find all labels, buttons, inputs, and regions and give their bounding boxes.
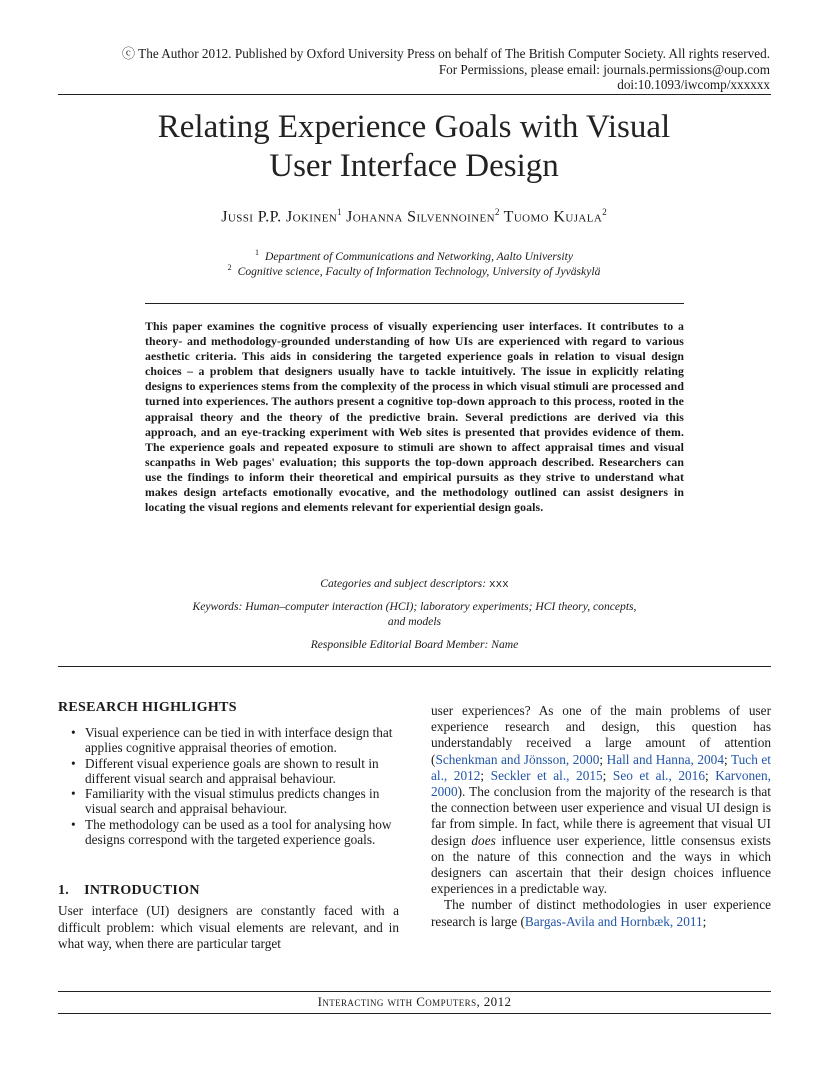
affiliation-number: 1	[255, 248, 260, 257]
body-text: user experiences? As one of the main problems of user experience research and design, this question has understandably received a large amount of attention (	[431, 703, 771, 767]
affiliation-text: Cognitive science, Faculty of Information Technology, University of Jyväskylä	[237, 264, 601, 278]
right-column	[431, 703, 771, 930]
categories	[145, 576, 684, 593]
editorial-board	[145, 637, 684, 652]
citation-separator: ;	[480, 767, 491, 783]
author-name: Johanna Silvennoinen	[346, 208, 496, 226]
footer-rule-bottom	[58, 1013, 771, 1014]
highlight-text: Different visual experience goals are shown to result in different visual search and appraisal behaviour.	[85, 755, 379, 786]
keywords-line-2: and models	[387, 615, 442, 628]
citation-separator: ;	[723, 751, 731, 767]
author-name: Tuomo Kujala	[503, 208, 603, 226]
abstract-rule	[145, 303, 684, 304]
author-list	[58, 207, 770, 226]
keywords	[145, 599, 684, 629]
list-item	[58, 817, 399, 848]
author-affiliation-mark: 1	[337, 207, 342, 217]
citation-link[interactable]: Hall and Hanna, 2004	[606, 751, 724, 767]
copyright-line: ⓒ The Author 2012. Published by Oxford University Press on behalf of The British Computer Society. All rights reserved.	[121, 46, 770, 61]
categories-label: Categories and subject descriptors:	[320, 577, 487, 590]
affiliation-text: Department of Communications and Networking, Aalto University	[265, 249, 573, 263]
introduction-heading	[58, 883, 399, 899]
section-rule	[58, 666, 771, 667]
categories-value: xxx	[488, 579, 509, 591]
footer-rule-top	[58, 991, 771, 992]
paper-title	[58, 108, 770, 186]
citation-link[interactable]: Bargas-Avila and Hornbæk, 2011	[524, 913, 703, 929]
journal-header	[58, 46, 770, 93]
title-line-2: User Interface Design	[269, 148, 559, 184]
author-affiliation-mark: 2	[602, 207, 607, 217]
bullet-icon: •	[71, 786, 76, 802]
affiliation-number: 2	[227, 263, 232, 272]
highlight-text: The methodology can be used as a tool for analysing how designs correspond with the targeted experience goals.	[85, 816, 392, 848]
intro-paragraph-2	[431, 897, 771, 929]
board-value: Name	[491, 638, 519, 651]
body-text: ;	[702, 913, 707, 929]
author-name: Jussi P.P. Jokinen	[221, 208, 338, 226]
citation-separator: ;	[602, 767, 613, 783]
body-text: ). The conclusion from the majority of the research is that the connection between user experience and visual UI design is far from simple. In fact, while there is agreement that visual UI design	[431, 784, 771, 848]
highlight-text: Visual experience can be tied in with interface design that applies cognitive appraisal theories of emotion.	[85, 725, 393, 756]
citation-link[interactable]: Schenkman and Jönsson, 2000	[435, 751, 600, 767]
citation-separator: ;	[704, 767, 716, 783]
permissions-line: For Permissions, please email: journals.permissions@oup.com	[438, 61, 770, 77]
affiliation-2	[58, 263, 770, 278]
section-number: 1.	[58, 883, 70, 899]
author-affiliation-mark: 2	[495, 207, 500, 217]
emphasis-text: does	[471, 832, 496, 848]
highlight-text: Familiarity with the visual stimulus predicts changes in visual search and appraisal behaviour.	[85, 786, 380, 817]
left-column	[58, 700, 399, 952]
journal-footer: Interacting with Computers, 2012	[317, 994, 512, 1009]
citation-separator: ;	[599, 751, 607, 767]
citation-link[interactable]: Tuch et al., 2012	[431, 751, 771, 783]
intro-paragraph: User interface (UI) designers are constantly faced with a difficult problem: which visual elements are relevant, and in what way, when there are particular target	[58, 903, 399, 951]
body-text: The number of distinct methodologies in user experience research is large (	[431, 897, 771, 929]
citation-link[interactable]: Karvonen, 2000	[431, 767, 772, 800]
bullet-icon: •	[71, 725, 76, 740]
bullet-icon: •	[71, 816, 76, 832]
title-line-1: Relating Experience Goals with Visual	[157, 109, 671, 145]
board-label: Responsible Editorial Board Member:	[310, 638, 489, 651]
list-item	[58, 786, 399, 817]
bullet-icon: •	[71, 755, 76, 771]
abstract: This paper examines the cognitive process of visually experiencing user interfaces. It contributes to a theory- and methodology-grounded understanding of how UIs are experienced with regard to various aesthetic criteria. This aids in considering the targeted experience goals in relation to visual design choices – a problem that designers usually have to tackle intuitively. The issue in explicitly relating designs to experiences stems from the complexity of the process in which visual stimuli are processed and turned into experiences. The authors present a cognitive top-down approach to this process, rooted in the appraisal theory and the theory of the predictive brain. Several predictions are derived via this approach, and an eye-tracking experiment with Web sites is presented that provides evidence of them. The experience goals and repeated exposure to stimuli are shown to affect appraisal times and visual scanpaths in Web pages' evaluation; this supports the top-down approach described. Researchers can use the findings to inform their theoretical and empirical pursuits as they strive to understand what makes design artefacts emotionally evocative, and the methodology outlined can assist designers in locating the visual regions and elements relevant for experiential design goals.	[145, 319, 684, 515]
citation-link[interactable]: Seckler et al., 2015	[490, 767, 603, 783]
citation-link[interactable]: Seo et al., 2016	[612, 767, 705, 783]
list-item	[58, 725, 399, 756]
highlights-heading: RESEARCH HIGHLIGHTS	[58, 700, 237, 715]
highlights-list	[58, 725, 399, 847]
section-title: INTRODUCTION	[84, 883, 200, 899]
intro-paragraph-continued	[431, 703, 771, 897]
list-item	[58, 756, 399, 787]
keywords-label: Keywords:	[192, 600, 243, 613]
body-text: influence user experience, little consensus exists on the nature of this connection and the ways in which designers can ascertain that their design choices influence experiences in a predictable way.	[431, 832, 771, 897]
header-rule	[58, 94, 771, 95]
doi-line: doi:10.1093/iwcomp/xxxxxx	[617, 77, 770, 92]
affiliation-1	[58, 248, 770, 263]
keywords-line-1: Human–computer interaction (HCI); laboratory experiments; HCI theory, concepts,	[245, 600, 637, 613]
